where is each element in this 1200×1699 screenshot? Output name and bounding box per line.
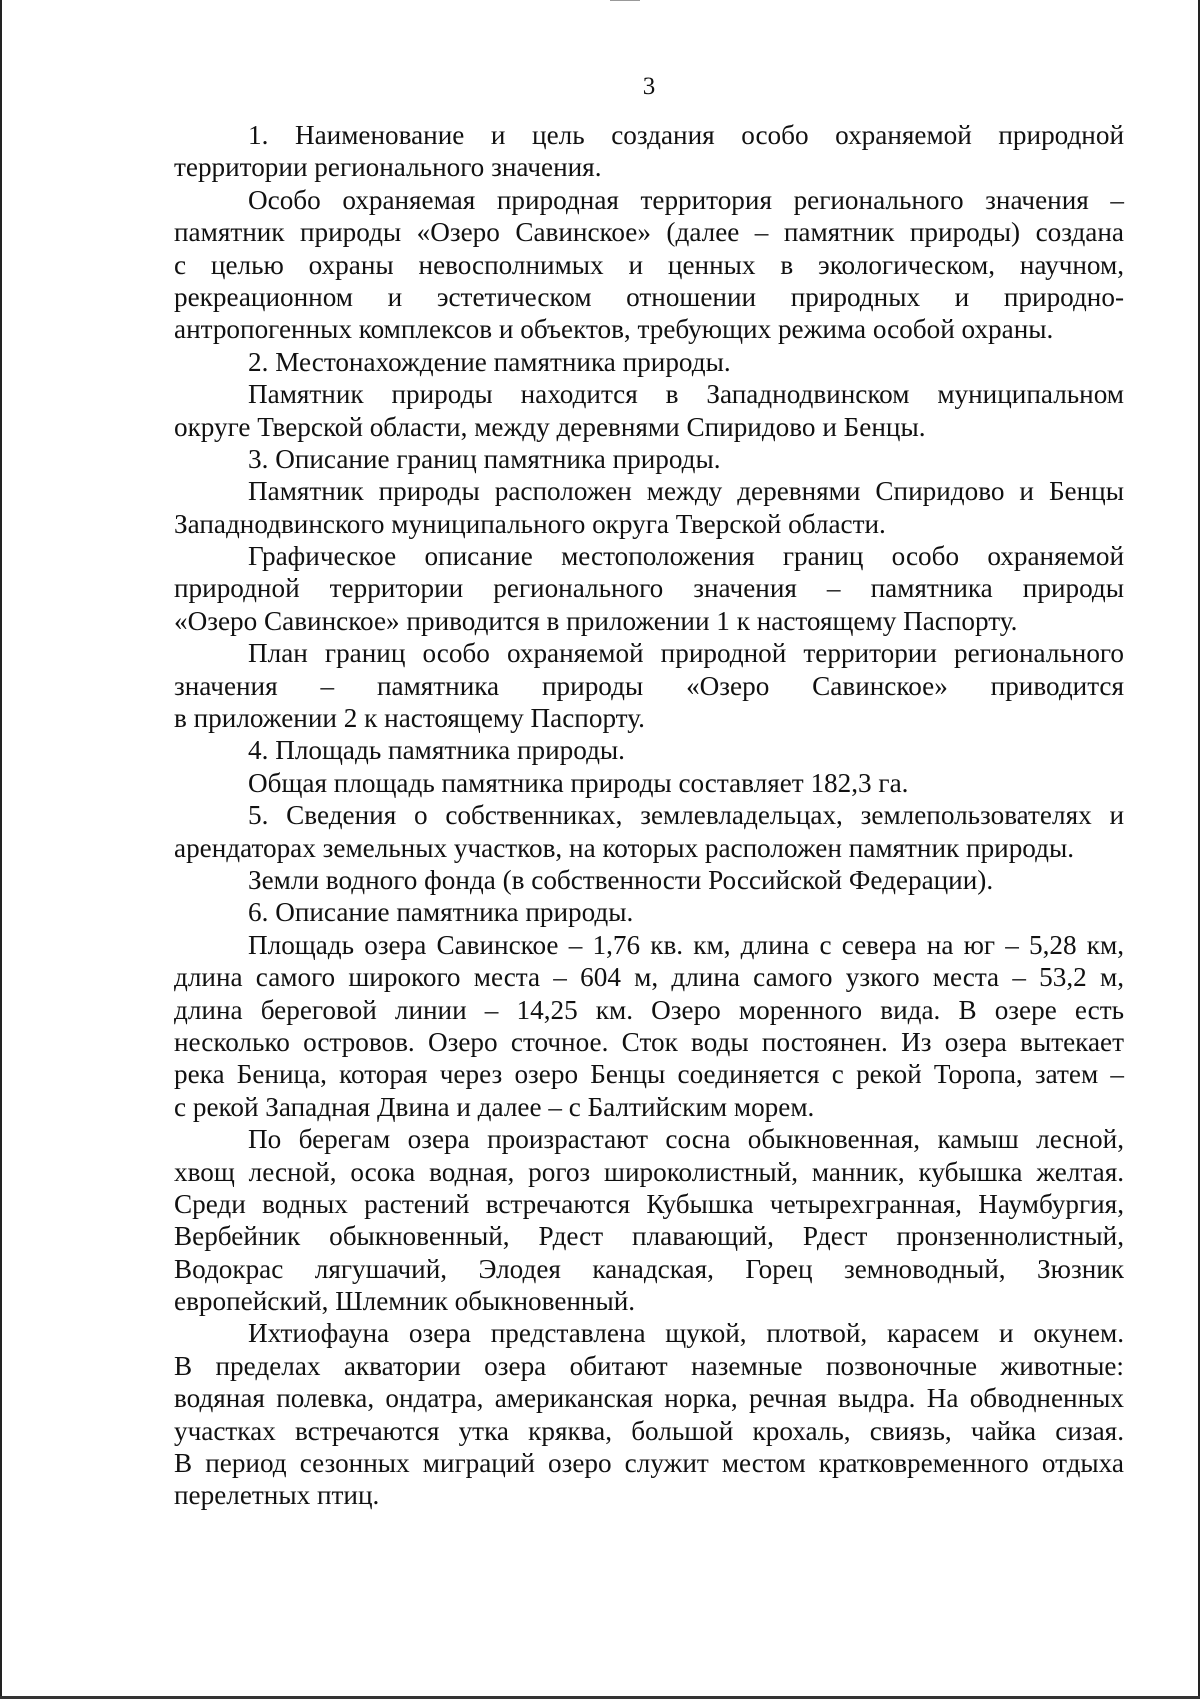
text-line: в приложении 2 к настоящему Паспорту. — [174, 703, 645, 734]
paragraph — [174, 637, 1124, 734]
text-line: длина самого широкого места – 604 м, длина самого узкого места – 53,2 м, — [174, 962, 1124, 993]
text-line: с целью охраны невосполнимых и ценных в экологическом, научном, — [174, 249, 1124, 280]
text-line: Ихтиофауна озера представлена щукой, плотвой, карасем и окунем. — [248, 1318, 1124, 1349]
paragraph — [174, 443, 1124, 475]
scan-top-mark — [610, 0, 640, 1]
paragraph — [174, 767, 1124, 799]
text-line: Памятник природы расположен между деревнями Спиридово и Бенцы — [248, 476, 1124, 507]
text-line: территории регионального значения. — [174, 152, 602, 183]
text-line: с рекой Западная Двина и далее – с Балтийским морем. — [174, 1091, 815, 1122]
paragraph — [174, 734, 1124, 766]
paragraph — [174, 896, 1124, 928]
paragraph — [174, 378, 1124, 443]
text-line: Памятник природы находится в Западнодвинском муниципальном — [248, 379, 1124, 410]
text-line: 1. Наименование и цель создания особо охраняемой природной — [248, 120, 1124, 150]
text-line: 6. Описание памятника природы. — [248, 897, 634, 928]
paragraph — [174, 929, 1124, 1123]
text-line: хвощ лесной, осока водная, рогоз широколистный, манник, кубышка желтая. — [174, 1156, 1124, 1187]
text-line: антропогенных комплексов и объектов, требующих режима особой охраны. — [174, 314, 1054, 345]
text-line: Водокрас лягушачий, Элодея канадская, Горец земноводный, Зюзник — [174, 1253, 1124, 1284]
text-line: арендаторах земельных участков, на которых расположен памятник природы. — [174, 832, 1075, 863]
text-line: рекреационном и эстетическом отношении природных и природно- — [174, 281, 1124, 312]
text-line: «Озеро Савинское» приводится в приложении 1 к настоящему Паспорту. — [174, 605, 1018, 636]
text-line: В период сезонных миграций озеро служит местом кратковременного отдыха — [174, 1448, 1124, 1479]
paragraph — [174, 184, 1124, 346]
text-line: По берегам озера произрастают сосна обыкновенная, камыш лесной, — [248, 1124, 1124, 1155]
text-line: Общая площадь памятника природы составляет 182,3 га. — [248, 767, 909, 798]
text-line: река Беница, которая через озеро Бенцы соединяется с рекой Торопа, затем – — [174, 1059, 1124, 1090]
text-line: длина береговой линии – 14,25 км. Озеро моренного вида. В озере есть — [174, 994, 1124, 1025]
text-line: значения – памятника природы «Озеро Савинское» приводится — [174, 670, 1124, 701]
text-line: Среди водных растений встречаются Кубышка четырехгранная, Наумбургия, — [174, 1188, 1124, 1219]
paragraph — [174, 346, 1124, 378]
text-line: 3. Описание границ памятника природы. — [248, 443, 721, 474]
text-line: Земли водного фонда (в собственности Российской Федерации). — [248, 864, 994, 895]
text-line: 4. Площадь памятника природы. — [248, 735, 625, 766]
text-line: План границ особо охраняемой природной территории регионального — [248, 638, 1124, 669]
text-line: участках встречаются утка кряква, большой крохаль, свиязь, чайка сизая. — [174, 1415, 1124, 1446]
paragraph — [174, 799, 1124, 864]
text-line: Особо охраняемая природная территория регионального значения – — [248, 184, 1124, 215]
text-line: несколько островов. Озеро сточное. Сток воды постоянен. Из озера вытекает — [174, 1026, 1124, 1057]
text-line: перелетных птиц. — [174, 1480, 380, 1511]
text-line: природной территории регионального значения – памятника природы — [174, 573, 1124, 604]
paragraph — [174, 864, 1124, 896]
page-number: 3 — [642, 73, 656, 100]
text-line: 2. Местонахождение памятника природы. — [248, 346, 731, 377]
text-line: европейский, Шлемник обыкновенный. — [174, 1286, 636, 1317]
text-line: памятник природы «Озеро Савинское» (далее – памятник природы) создана — [174, 217, 1124, 248]
text-line: Площадь озера Савинское – 1,76 кв. км, длина с севера на юг – 5,28 км, — [248, 929, 1124, 960]
document-body — [174, 119, 1124, 1512]
text-line: Вербейник обыкновенный, Рдест плавающий, Рдест пронзеннолистный, — [174, 1221, 1124, 1252]
paragraph — [174, 1123, 1124, 1317]
scan-left-edge — [0, 0, 2, 1699]
paragraph — [174, 540, 1124, 637]
text-line: Западнодвинского муниципального округа Тверской области. — [174, 508, 886, 539]
text-line: Графическое описание местоположения границ особо охраняемой — [248, 541, 1124, 572]
text-line: водяная полевка, ондатра, американская норка, речная выдра. На обводненных — [174, 1383, 1124, 1414]
text-line: 5. Сведения о собственниках, землевладельцах, землепользователях и — [248, 800, 1124, 831]
text-line: В пределах акватории озера обитают наземные позвоночные животные: — [174, 1350, 1124, 1381]
paragraph — [174, 475, 1124, 540]
text-line: округе Тверской области, между деревнями Спиридово и Бенцы. — [174, 411, 926, 442]
paragraph — [174, 119, 1124, 184]
paragraph — [174, 1317, 1124, 1511]
